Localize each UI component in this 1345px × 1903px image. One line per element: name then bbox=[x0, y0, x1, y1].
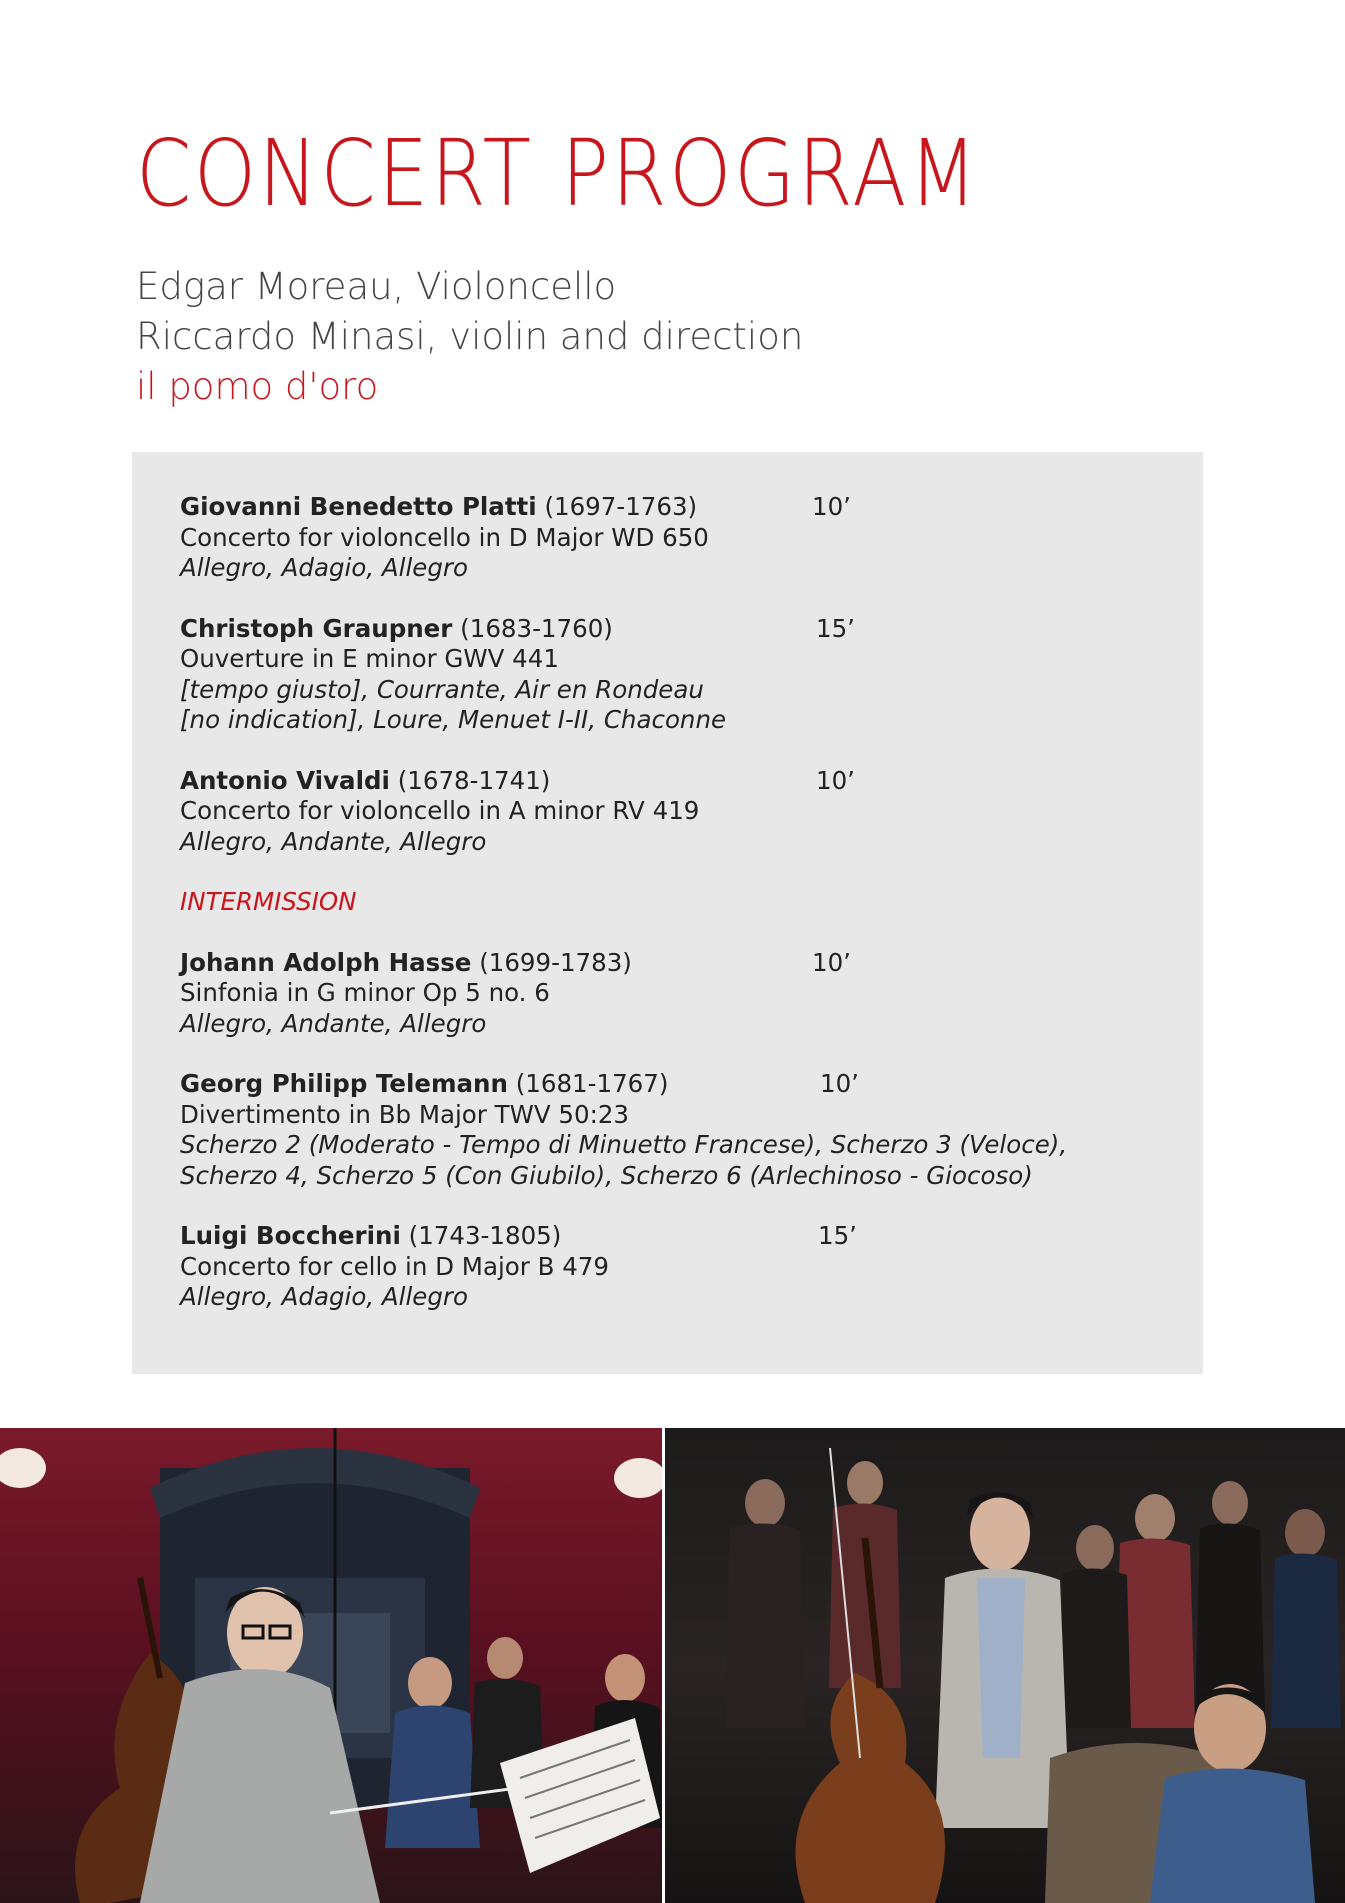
ensemble-group-photo bbox=[665, 1428, 1345, 1903]
work-title: Concerto for violoncello in A minor RV 419 bbox=[180, 796, 700, 825]
program-item bbox=[180, 492, 1180, 584]
duration: 10’ bbox=[816, 765, 855, 795]
work-title: Sinfonia in G minor Op 5 no. 6 bbox=[180, 978, 550, 1007]
duration: 10’ bbox=[812, 492, 851, 521]
duration: 10’ bbox=[820, 1069, 859, 1098]
movements: Allegro, Adagio, Allegro bbox=[180, 553, 468, 582]
movements: Allegro, Adagio, Allegro bbox=[180, 1282, 468, 1311]
performer-director: Riccardo Minasi, violin and direction bbox=[136, 315, 804, 358]
program-list bbox=[180, 492, 1180, 1343]
composer-dates: (1699-1783) bbox=[471, 947, 632, 977]
photo-strip bbox=[0, 1428, 1345, 1903]
work-title: Concerto for violoncello in D Major WD 650 bbox=[180, 522, 709, 552]
program-item bbox=[180, 766, 1180, 858]
composer-dates: (1743-1805) bbox=[400, 1221, 562, 1250]
program-item bbox=[180, 614, 1180, 736]
composer-dates: (1681-1767) bbox=[507, 1069, 669, 1098]
program-item bbox=[180, 1069, 1180, 1191]
program-item bbox=[180, 948, 1180, 1040]
duration: 10’ bbox=[812, 947, 851, 977]
composer-name: Luigi Boccherini bbox=[180, 1221, 401, 1250]
movements: [no indication], Loure, Menuet I-II, Chaconne bbox=[180, 705, 727, 734]
program-panel bbox=[132, 452, 1203, 1374]
movements: [tempo giusto], Courrante, Air en Rondeau bbox=[180, 674, 704, 704]
duration: 15’ bbox=[818, 1221, 857, 1250]
work-title: Ouverture in E minor GWV 441 bbox=[180, 644, 559, 673]
movements: Allegro, Andante, Allegro bbox=[180, 1008, 487, 1038]
composer-name: Christoph Graupner bbox=[180, 613, 453, 643]
duration: 15’ bbox=[816, 613, 855, 643]
composer-name: Johann Adolph Hasse bbox=[180, 947, 472, 977]
composer-name: Georg Philipp Telemann bbox=[180, 1069, 508, 1098]
movements: Scherzo 2 (Moderato - Tempo di Minuetto Francese), Scherzo 3 (Veloce), bbox=[180, 1130, 1068, 1159]
composer-dates: (1697-1763) bbox=[536, 492, 698, 521]
program-item bbox=[180, 1221, 1180, 1313]
composer-name: Antonio Vivaldi bbox=[180, 765, 390, 795]
composer-dates: (1678-1741) bbox=[389, 765, 551, 795]
work-title: Concerto for cello in D Major B 479 bbox=[180, 1251, 609, 1281]
ensemble-name: il pomo d'oro bbox=[136, 365, 379, 408]
composer-name: Giovanni Benedetto Platti bbox=[180, 492, 537, 521]
performer-soloist: Edgar Moreau, Violoncello bbox=[136, 265, 617, 308]
composer-dates: (1683-1760) bbox=[452, 613, 613, 643]
performers bbox=[136, 262, 803, 412]
work-title: Divertimento in Bb Major TWV 50:23 bbox=[180, 1099, 630, 1129]
cellist-rehearsal-photo bbox=[0, 1428, 662, 1903]
page-title: CONCERT PROGRAM bbox=[136, 120, 980, 227]
movements: Allegro, Andante, Allegro bbox=[180, 826, 487, 856]
intermission-label: INTERMISSION bbox=[180, 887, 357, 916]
cellist-rehearsal-illustration bbox=[0, 1428, 662, 1903]
ensemble-group-illustration bbox=[665, 1428, 1345, 1903]
movements: Scherzo 4, Scherzo 5 (Con Giubilo), Scherzo 6 (Arlechinoso - Giocoso) bbox=[180, 1160, 1033, 1190]
